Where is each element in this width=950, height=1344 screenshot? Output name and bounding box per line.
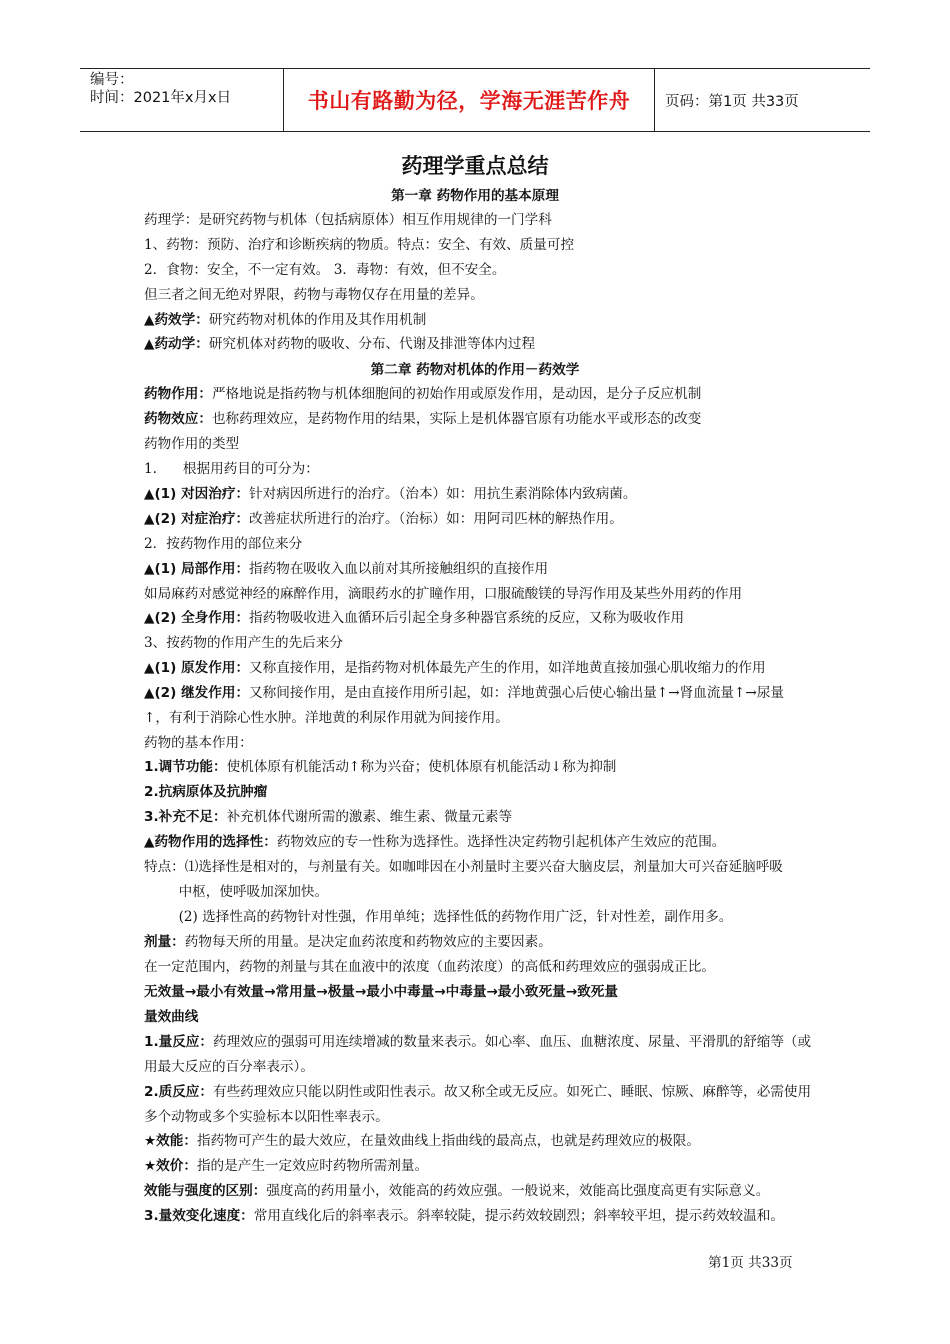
line-text: 药物的基本作用： (144, 735, 253, 751)
line-bold-term: 无效量→最小有效量→常用量→极量→最小中毒量→中毒量→最小致死量→致死量 (144, 984, 618, 1000)
line-text: 但三者之间无绝对界限，药物与毒物仅存在用量的差异。 (144, 287, 484, 303)
line-bold-term: 剂量： (144, 934, 185, 950)
line-bold-term: 量效曲线 (144, 1009, 199, 1025)
line-text: (2) 选择性高的药物针对性强，作用单纯；选择性低的药物作用广泛，针对性差，副作用多。 (144, 909, 733, 925)
line-text: 药物效应的专一性称为选择性。选择性决定药物引起机体产生效应的范围。 (276, 834, 726, 850)
body-line (144, 208, 552, 228)
line-text: 指的是产生一定效应时药物所需剂量。 (196, 1158, 429, 1174)
body-line (144, 432, 239, 452)
line-bold-term: 药物作用： (144, 386, 212, 402)
line-text: 使机体原有机能活动↑称为兴奋；使机体原有机能活动↓称为抑制 (226, 759, 617, 775)
body-line (144, 382, 701, 402)
line-bold-term: 效能与强度的区别： (144, 1183, 267, 1199)
line-text: 也称药理效应，是药物作用的结果，实际上是机体器官原有功能水平或形态的改变 (211, 411, 702, 427)
body-line (144, 755, 616, 775)
line-text: 中枢，使呼吸加深加快。 (144, 884, 329, 900)
body-line (144, 1030, 811, 1050)
body-line (144, 1055, 314, 1075)
body-line (144, 880, 328, 900)
line-bold-term: ★效价： (144, 1158, 197, 1174)
line-text: 2．按药物作用的部位来分 (144, 536, 303, 552)
line-text: 常用直线化后的斜率表示。斜率较陡，提示药效较剧烈；斜率较平坦，提示药效较温和。 (253, 1208, 784, 1224)
line-text: 药物每天所的用量。是决定血药浓度和药物效应的主要因素。 (184, 934, 552, 950)
line-text: 改善症状所进行的治疗。（治标）如：用阿司匹林的解热作用。 (249, 511, 623, 527)
line-text: 药物作用的类型 (144, 436, 240, 452)
body-line (144, 980, 618, 1000)
line-text: 2．食物：安全，不一定有效。 3．毒物：有效，但不安全。 (144, 262, 506, 278)
header-motto: 书山有路勤为径，学海无涯苦作舟 (283, 69, 655, 131)
line-text: 指药物在吸收入血以前对其所接触组织的直接作用 (249, 561, 549, 577)
body-line (144, 656, 766, 676)
line-text: 3、按药物的作用产生的先后来分 (144, 635, 343, 651)
body-line (144, 731, 253, 751)
header-time: 时间：2021年x月x日 (90, 90, 232, 106)
line-text: 多个动物或多个实验标本以阳性率表示。 (144, 1109, 389, 1125)
body-line (144, 582, 742, 602)
header-meta (80, 69, 283, 131)
body-line (144, 955, 715, 975)
line-text: 强度高的药用量小，效能高的药效应强。一般说来，效能高比强度高更有实际意义。 (266, 1183, 770, 1199)
body-line (144, 780, 267, 800)
body-line (144, 507, 623, 527)
line-bold-term: ★效能： (144, 1133, 197, 1149)
line-text: 又称直接作用，是指药物对机体最先产生的作用，如洋地黄直接加强心肌收缩力的作用 (249, 660, 766, 676)
body-line (144, 532, 302, 552)
line-text: 1、药物：预防、治疗和诊断疾病的物质。特点：安全、有效、质量可控 (144, 237, 575, 253)
line-text: 又称间接作用，是由直接作用所引起，如：洋地黄强心后使心输出量↑→肾血流量↑→尿量 (249, 685, 784, 701)
page-header (80, 68, 870, 132)
line-bold-term: 药物效应： (144, 411, 212, 427)
line-text: 补充机体代谢所需的激素、维生素、微量元素等 (226, 809, 513, 825)
line-bold-term: 1.量反应： (144, 1034, 213, 1050)
line-bold-term: ▲(1) 原发作用： (144, 660, 250, 676)
body-line (144, 557, 548, 577)
body-line (144, 482, 636, 502)
line-bold-term: ▲(2) 继发作用： (144, 685, 250, 701)
body-line (144, 407, 701, 427)
body-line (144, 1005, 198, 1025)
line-bold-term: ▲药效学： (144, 312, 209, 328)
line-text: 在一定范围内，药物的剂量与其在血液中的浓度（血药浓度）的高低和药理效应的强弱成正比。 (144, 959, 715, 975)
body-line (144, 681, 784, 701)
body-line (144, 1105, 389, 1125)
body-line (144, 457, 319, 477)
body-line (144, 1129, 700, 1149)
line-text: 针对病因所进行的治疗。（治本）如：用抗生素消除体内致病菌。 (249, 486, 637, 502)
line-bold-term: 3.量效变化速度： (144, 1208, 254, 1224)
line-text: 研究机体对药物的吸收、分布、代谢及排泄等体内过程 (208, 336, 536, 352)
body-line (144, 1179, 769, 1199)
body-line (144, 1080, 811, 1100)
body-line (144, 855, 783, 875)
line-bold-term: 2.抗病原体及抗肿瘤 (144, 784, 268, 800)
line-text: 指药物可产生的最大效应，在量效曲线上指曲线的最高点，也就是药理效应的极限。 (196, 1133, 700, 1149)
line-text: 1. 根据用药目的可分为： (144, 461, 319, 477)
chapter-2-heading: 第二章 药物对机体的作用－药效学 (370, 362, 580, 378)
page-footer: 第1页 共33页 (708, 1255, 793, 1271)
body-line (144, 706, 509, 726)
body-line (144, 308, 426, 328)
line-text: 严格地说是指药物与机体细胞间的初始作用或原发作用，是动因，是分子反应机制 (211, 386, 702, 402)
chapter-1-heading: 第一章 药物作用的基本原理 (391, 188, 559, 204)
document-title: 药理学重点总结 (401, 154, 549, 178)
body-line (144, 830, 725, 850)
body-line (144, 258, 505, 278)
line-text: 有些药理效应只能以阴性或阳性表示。故又称全或无反应。如死亡、睡眠、惊厥、麻醉等，必需使用 (213, 1084, 812, 1100)
body-line (144, 930, 552, 950)
line-bold-term: ▲药物作用的选择性： (144, 834, 277, 850)
body-line (144, 283, 484, 303)
line-bold-term: 3.补充不足： (144, 809, 227, 825)
body-line (144, 606, 684, 626)
line-text: 药理学：是研究药物与机体（包括病原体）相互作用规律的一门学科 (144, 212, 552, 228)
line-bold-term: ▲(2) 全身作用： (144, 610, 250, 626)
body-line (144, 332, 535, 352)
line-text: 用最大反应的百分率表示）。 (144, 1059, 314, 1075)
line-bold-term: 1.调节功能： (144, 759, 227, 775)
body-line (144, 805, 512, 825)
line-bold-term: ▲(1) 局部作用： (144, 561, 250, 577)
body-line (144, 1154, 428, 1174)
header-number: 编号： (90, 72, 134, 88)
body-line (144, 233, 574, 253)
line-text: ↑，有利于消除心性水肿。洋地黄的利尿作用就为间接作用。 (144, 710, 509, 726)
line-text: 指药物吸收进入血循环后引起全身多种器官系统的反应，又称为吸收作用 (249, 610, 685, 626)
line-text: 如局麻药对感觉神经的麻醉作用，滴眼药水的扩瞳作用，口服硫酸镁的导泻作用及某些外用药的作用 (144, 586, 743, 602)
body-line (144, 905, 732, 925)
line-bold-term: ▲(1) 对因治疗： (144, 486, 250, 502)
line-text: 研究药物对机体的作用及其作用机制 (208, 312, 427, 328)
line-text: 特点：⑴选择性是相对的，与剂量有关。如咖啡因在小剂量时主要兴奋大脑皮层，剂量加大可兴奋延脑呼吸 (144, 859, 783, 875)
line-text: 药理效应的强弱可用连续增减的数量来表示。如心率、血压、血糖浓度、尿量、平滑肌的舒缩等（或 (213, 1034, 812, 1050)
line-bold-term: 2.质反应： (144, 1084, 213, 1100)
line-bold-term: ▲药动学： (144, 336, 209, 352)
body-line (144, 631, 343, 651)
line-bold-term: ▲(2) 对症治疗： (144, 511, 250, 527)
header-page-label: 页码：第1页 共33页 (665, 93, 799, 110)
body-line (144, 1204, 784, 1224)
